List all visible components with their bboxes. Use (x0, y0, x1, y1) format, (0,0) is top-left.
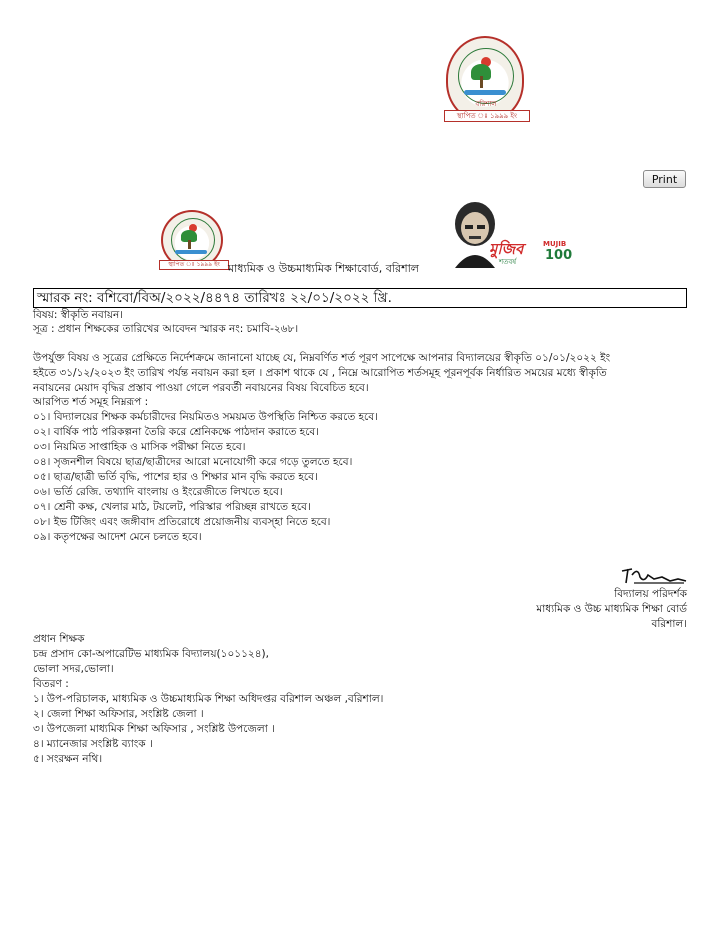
board-seal-logo (446, 36, 524, 122)
body-line: উপর্যুক্ত বিষয় ও সূত্রের প্রেক্ষিতে নির্দেশক্রমে জানানো যাচ্ছে যে, নিম্নবর্ণিত শর্ত পূরণ সাপেক্ষে আপনার বিদ্যালয়ের স্বীকৃতি ০১/০১/২০২২ ইং (33, 352, 611, 364)
condition-item: ০৮। ইভ টিজিং এবং জঙ্গীবাদ প্রতিরোধে প্রয়োজনীয় ব্যবস্হা নিতে হবে। (33, 516, 331, 528)
mujib-sub-text: শতবর্ষ (499, 258, 517, 266)
signature-office: মাধ্যমিক ও উচ্চ মাধ্যমিক শিক্ষা বোর্ড (536, 603, 687, 615)
conditions-heading: আরপিত শর্ত সমূহ নিম্নরূপ : (33, 396, 149, 408)
condition-item: ০৭। শ্রেনী কক্ষ, খেলার মাঠ, টয়লেট, পরিস্কার পরিচ্ছন্ন রাখতে হবে। (33, 501, 311, 513)
distribution-item: ১। উপ-পরিচালক, মাধ্যমিক ও উচ্চমাধ্যমিক শিক্ষা অধিদপ্তর বরিশাল অঞ্চল ,বরিশাল। (33, 693, 384, 705)
recipient-line: প্রধান শিক্ষক (33, 633, 85, 645)
distribution-item: ৫। সংরক্ষন নথি। (33, 753, 103, 765)
signature-title: বিদ্যালয় পরিদর্শক (614, 588, 687, 600)
body-line: নবায়নের মেয়াদ বৃদ্ধির প্রস্তাব পাওয়া গেলে পরবর্তী নবায়নের বিষয় বিবেচিত হবে। (33, 382, 369, 394)
distribution-item: ২। জেলা শিক্ষা অফিসার, সংশ্লিষ্ট জেলা । (33, 708, 204, 720)
recipient-line: ভোলা সদর,ভোলা। (33, 663, 114, 675)
print-button[interactable]: Print (643, 170, 686, 188)
seal-established: স্থাপিত ঃ ১৯৯৯ ইং (444, 110, 530, 122)
board-name: মাধ্যমিক ও উচ্চমাধ্যমিক শিক্ষাবোর্ড, বরিশাল (228, 262, 419, 275)
condition-item: ০৬। ভর্তি রেজি. তথ্যাদি বাংলায় ও ইংরেজীতে লিখতে হবে। (33, 486, 283, 498)
memo-subject: বিষয়: স্বীকৃতি নবায়ন। (33, 309, 124, 321)
seal-city: বরিশাল (475, 100, 497, 108)
recipient-line: চন্দ্র প্রসাদ কো-অপারেটিভ মাধ্যমিক বিদ্যালয়(১০১১২৪), (33, 648, 269, 660)
condition-item: ০৯। কতৃপক্ষের আদেশ মেনে চলতে হবে। (33, 531, 202, 543)
memo-source: সূত্র : প্রধান শিক্ষকের তারিখের আবেদন স্মারক নং: চমাবি-২৬৮। (33, 323, 299, 335)
condition-item: ০৩। নিয়মিত সাপ্তাহিক ও মাসিক পরীক্ষা নিতে হবে। (33, 441, 246, 453)
small-seal-established: স্থাপিত ঃ ১৯৯৯ ইং (159, 260, 229, 270)
mujib-english-text: MUJIB (543, 240, 567, 248)
condition-item: ০৪। সৃজনশীল বিষয়ে ছাত্র/ছাত্রীদের আরো মনোযোগী করে গড়ে তুলতে হবে। (33, 456, 353, 468)
mujib-100-logo (447, 198, 571, 268)
condition-item: ০১। বিদ্যালয়ের শিক্ষক কর্মচারীদের নিয়মিতও সময়মত উপস্থিতি নিশ্চিত করতে হবে। (33, 411, 378, 423)
mujib-number-text: 100 (545, 248, 573, 263)
distribution-item: ৩। উপজেলা মাধ্যমিক শিক্ষা অফিসার , সংশ্লিষ্ট উপজেলা । (33, 723, 275, 735)
distribution-heading: বিতরণ : (33, 678, 69, 690)
signature-mark (618, 563, 688, 587)
board-seal-small-logo (161, 210, 223, 270)
signature-city: বরিশাল। (651, 618, 687, 630)
memo-reference: স্মারক নং: বশিবো/বিঅ/২০২২/৪৪৭৪ তারিখঃ ২২/০১/২০২২ খ্রি. (33, 288, 687, 308)
condition-item: ০২। বার্ষিক পাঠ পরিকল্পনা তৈরি করে শ্রেনিকক্ষে পাঠদান করাতে হবে। (33, 426, 320, 438)
distribution-item: ৪। ম্যানেজার সংশ্লিষ্ট ব্যাংক । (33, 738, 153, 750)
body-line: হইতে ৩১/১২/২০২৩ ইং তারিখ পর্যন্ত নবায়ন করা হল । প্রকাশ থাকে যে , নিম্নে আরোপিত শর্তসমূহ পূরনপূর্বক নির্ধারিত সময়ের মধ্যে স্বীকৃতি (33, 367, 607, 379)
mujib-bangla-text: মুজিব (489, 240, 524, 258)
condition-item: ০৫। ছাত্র/ছাত্রী ভর্তি বৃদ্ধি, পাশের হার ও শিক্ষার মান বৃদ্ধি করতে হবে। (33, 471, 318, 483)
